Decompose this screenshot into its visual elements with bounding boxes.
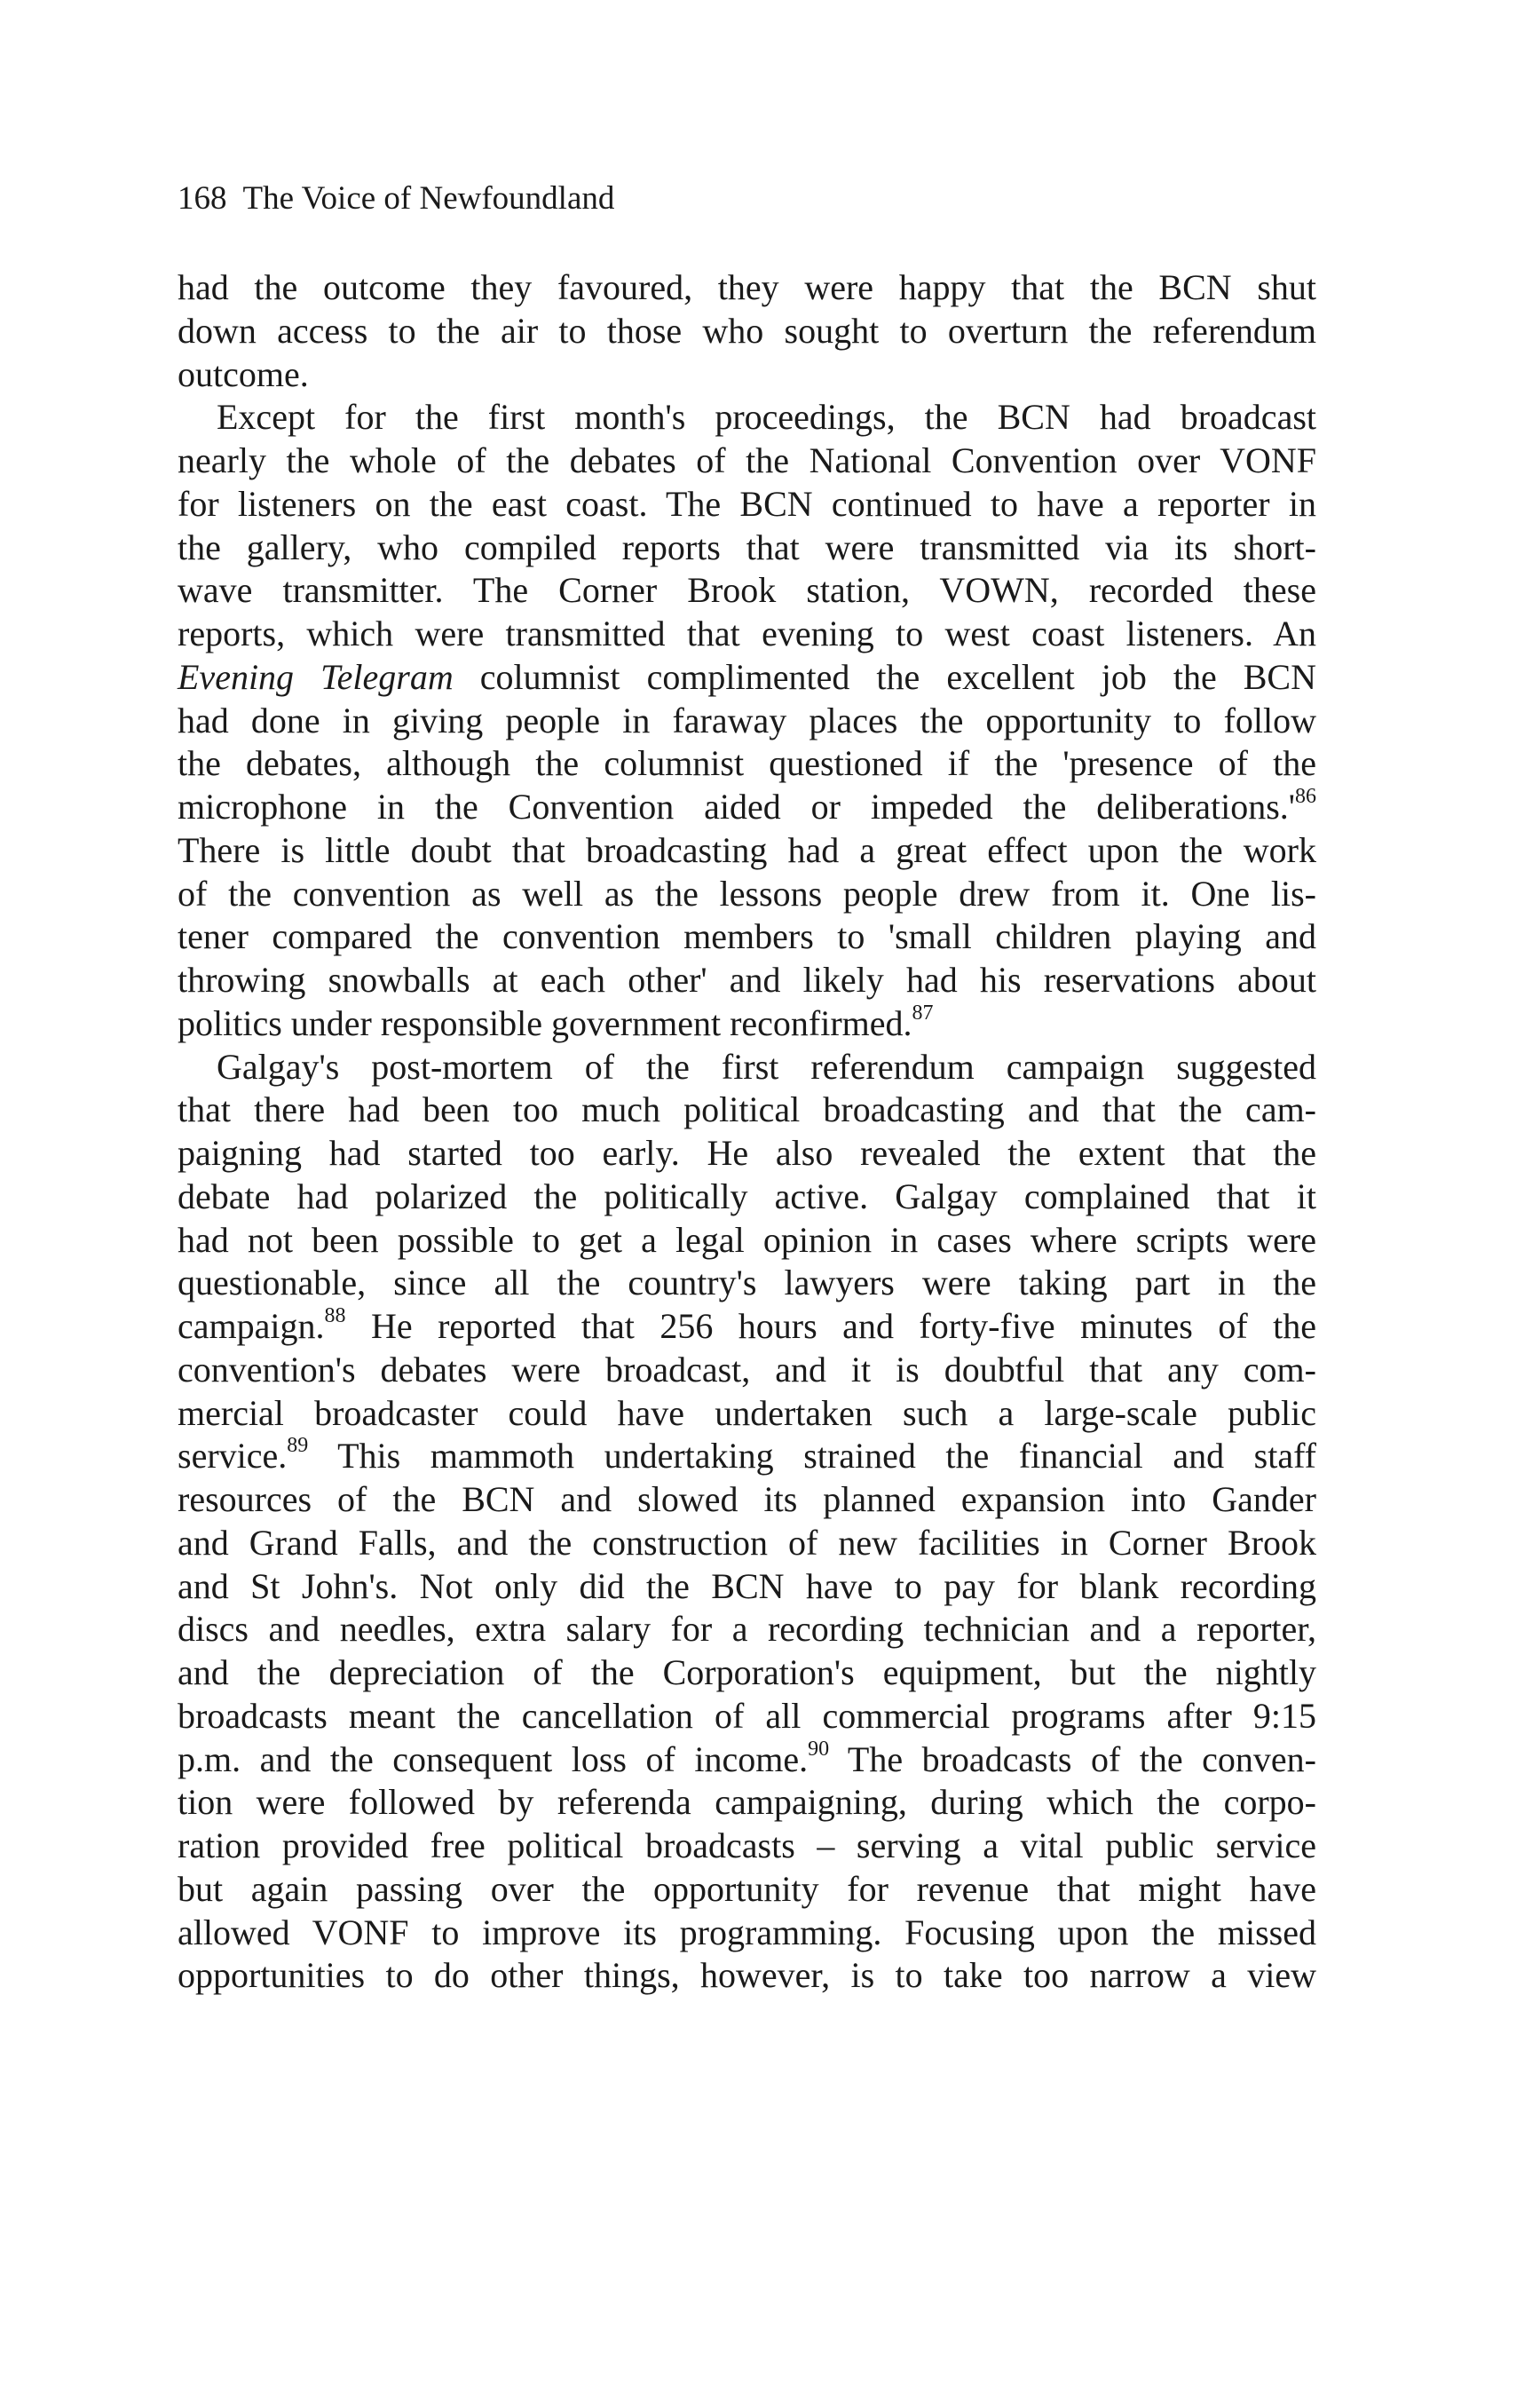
text-line: questionable, since all the country's lawyers were taking part in the (178, 1263, 1316, 1303)
text-line: of the convention as well as the lessons people drew from it. One lis- (178, 873, 1316, 914)
text-line: There is little doubt that broadcasting had a great effect upon the work (178, 829, 1316, 870)
text-line: had done in giving people in faraway places the opportunity to follow (178, 700, 1316, 740)
text-line: and Grand Falls, and the construction of new facilities in Corner Brook (178, 1522, 1316, 1563)
text-line: broadcasts meant the cancellation of all commercial programs after 9:15 (178, 1695, 1316, 1736)
paragraph-first-line: Galgay's post-mortem of the first referendum campaign suggested (217, 1046, 1316, 1087)
footnote-ref-90: 90 (808, 1737, 830, 1761)
text-line: ration provided free political broadcasts – serving a vital public service (178, 1825, 1316, 1865)
text-line: Evening Telegram columnist complimented the excellent job the BCN (178, 656, 1316, 697)
text-line: tion were followed by referenda campaigning, during which the corpo- (178, 1782, 1316, 1823)
paragraph-first-line: Except for the first month's proceedings, the BCN had broadcast (217, 397, 1316, 438)
text-line: debate had polarized the politically active. Galgay complained that it (178, 1176, 1316, 1216)
text-line: had the outcome they favoured, they were happy that the BCN shut (178, 267, 1316, 307)
page-number: 168 (178, 180, 227, 217)
footnote-ref-89: 89 (287, 1434, 309, 1458)
text-line: but again passing over the opportunity for revenue that might have (178, 1868, 1316, 1909)
text-line: p.m. and the consequent loss of income.$^{90}$ The broadcasts of the conven- (178, 1737, 1316, 1779)
text-line: the gallery, who compiled reports that were transmitted via its short- (178, 526, 1316, 567)
text-line: down access to the air to those who sought to overturn the referendum (178, 310, 1316, 351)
text-line: paigning had started too early. He also revealed the extent that the (178, 1133, 1316, 1173)
text-line: discs and needles, extra salary for a recording technician and a reporter, (178, 1609, 1316, 1650)
text-line: and the depreciation of the Corporation's equipment, but the nightly (178, 1652, 1316, 1692)
text-line: resources of the BCN and slowed its planned expansion into Gander (178, 1479, 1316, 1519)
text-line: that there had been too much political broadcasting and that the cam- (178, 1089, 1316, 1130)
text-line: convention's debates were broadcast, and it is doubtful that any com- (178, 1349, 1316, 1389)
text-line: allowed VONF to improve its programming. Focusing upon the missed (178, 1912, 1316, 1952)
running-title: The Voice of Newfoundland (242, 180, 615, 217)
body-text (178, 266, 1316, 1998)
running-head (178, 178, 614, 220)
text-line: the debates, although the columnist questioned if the 'presence of the (178, 743, 1316, 784)
text-line: politics under responsible government reconfirmed.$^{87}$ (178, 1001, 934, 1043)
text-line: outcome. (178, 353, 309, 394)
text-line: throwing snowballs at each other' and likely had his reservations about (178, 960, 1316, 1000)
footnote-ref-87: 87 (912, 1001, 934, 1025)
text-line: mercial broadcaster could have undertaken such a large-scale public (178, 1392, 1316, 1433)
text-line: campaign.$^{88}$ He reported that 256 hours and forty-five minutes of the (178, 1304, 1316, 1346)
publication-title: Evening Telegram (178, 656, 454, 697)
text-line: nearly the whole of the debates of the National Convention over VONF (178, 440, 1316, 480)
text-line: for listeners on the east coast. The BCN continued to have a reporter in (178, 483, 1316, 524)
text-line: wave transmitter. The Corner Brook station, VOWN, recorded these (178, 570, 1316, 611)
text-line: service.$^{89}$ This mammoth undertaking strained the financial and staff (178, 1434, 1316, 1477)
text-line: had not been possible to get a legal opinion in cases where scripts were (178, 1219, 1316, 1260)
text-line: tener compared the convention members to 'small children playing and (178, 916, 1316, 957)
footnote-ref-86: 86 (1295, 785, 1316, 808)
text-line: opportunities to do other things, however, is to take too narrow a view (178, 1955, 1316, 1996)
text-line: reports, which were transmitted that evening to west coast listeners. An (178, 614, 1316, 653)
footnote-ref-88: 88 (324, 1304, 346, 1327)
text-line: microphone in the Convention aided or impeded the $deliberations.'^{86}$ (178, 785, 1316, 827)
text-line: and St John's. Not only did the BCN have to pay for blank recording (178, 1565, 1316, 1606)
